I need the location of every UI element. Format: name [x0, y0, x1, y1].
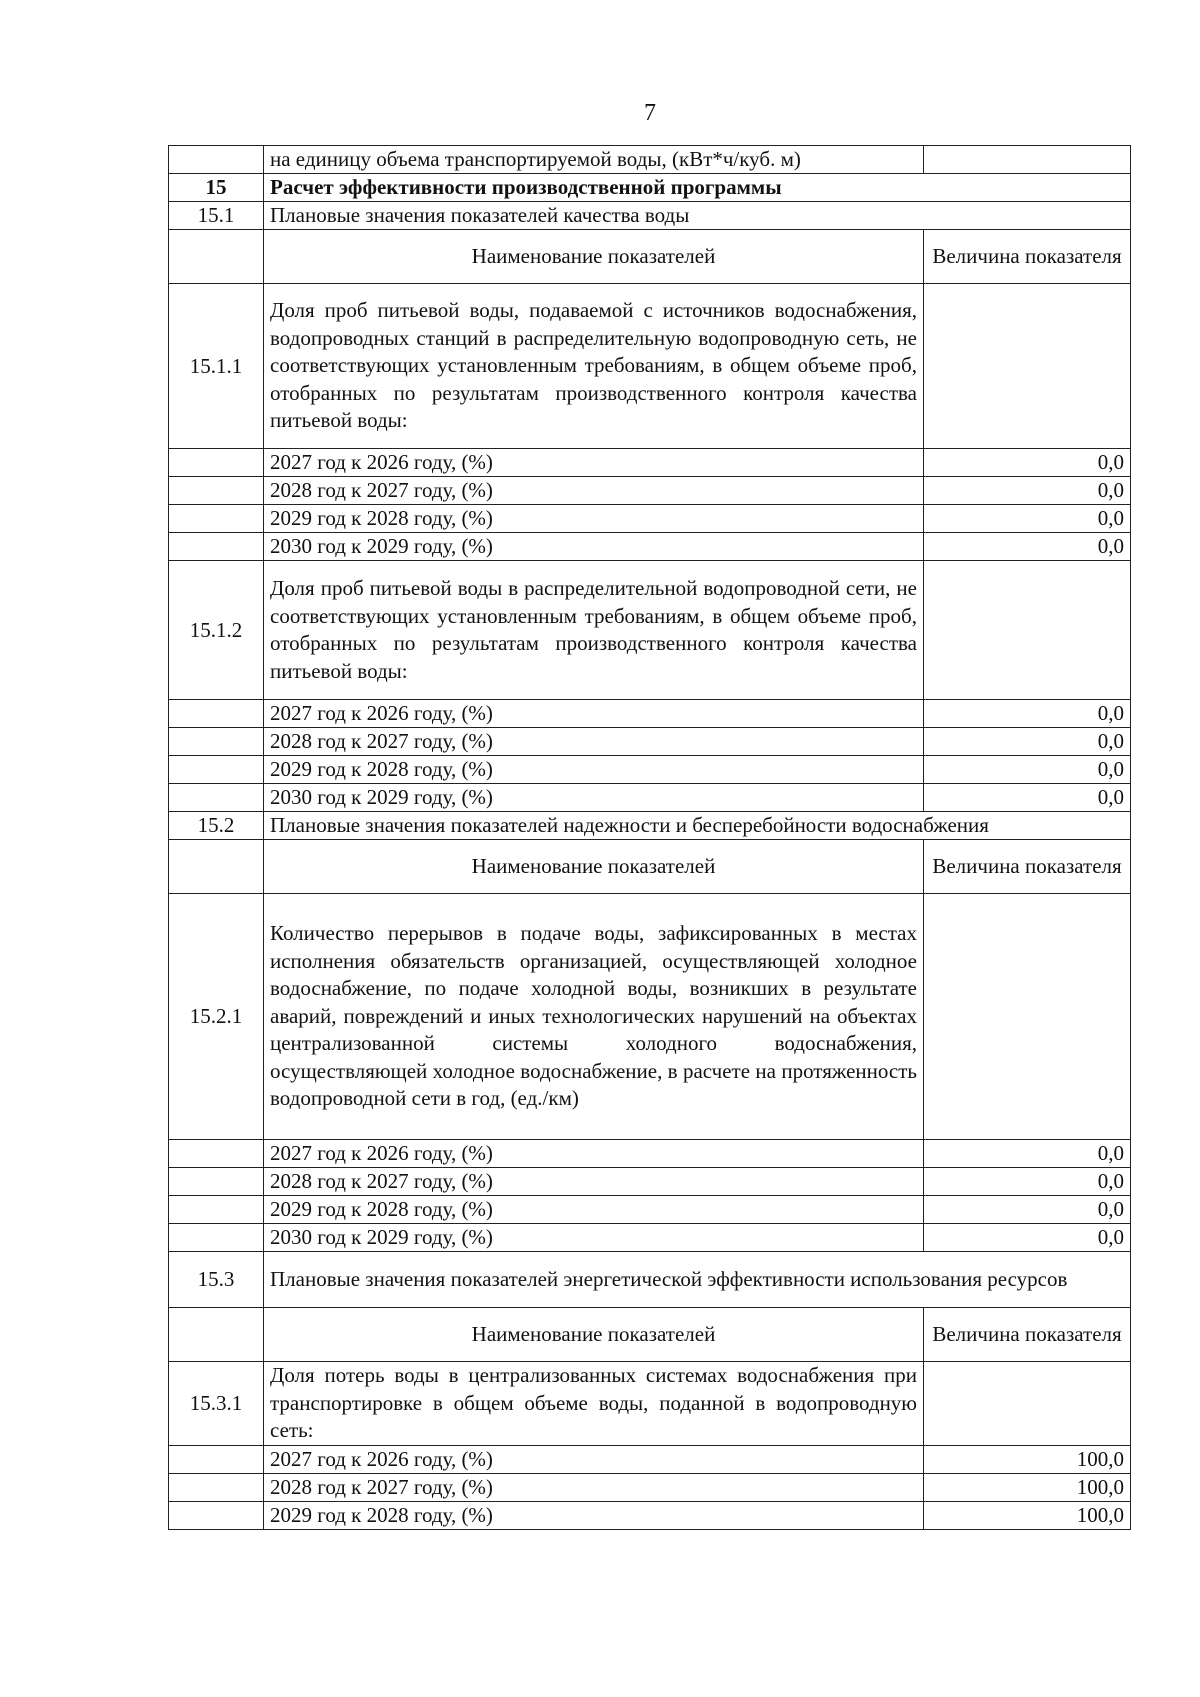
subsection-number: 15.2: [169, 812, 264, 840]
table-row: [169, 533, 1131, 561]
header-value: Величина показателя: [924, 230, 1131, 284]
row-label: 2029 год к 2028 году, (%): [264, 1502, 924, 1530]
row-label: на единицу объема транспортируемой воды, (кВт*ч/куб. м): [264, 146, 924, 174]
row-value: 0,0: [924, 700, 1131, 728]
header-value: Величина показателя: [924, 840, 1131, 894]
table-row: [169, 1168, 1131, 1196]
row-label: 2027 год к 2026 году, (%): [264, 1446, 924, 1474]
row-value: 0,0: [924, 784, 1131, 812]
page-number: 7: [644, 100, 656, 126]
indicator-number: 15.3.1: [169, 1362, 264, 1446]
header-name: Наименование показателей: [264, 230, 924, 284]
table-row: [169, 1140, 1131, 1168]
row-label: 2030 год к 2029 году, (%): [264, 784, 924, 812]
indicator-description: Доля проб питьевой воды в распределительной водопроводной сети, не соответствующих установленным требованиям, в общем объеме проб, отобранных по результатам производственного контроля качества питьевой воды:: [264, 561, 924, 700]
row-label: 2028 год к 2027 году, (%): [264, 1168, 924, 1196]
row-number-cell: [169, 1224, 264, 1252]
row-value: 0,0: [924, 1140, 1131, 1168]
indicator-number: 15.1.1: [169, 284, 264, 449]
table-row: [169, 1224, 1131, 1252]
row-number-cell: [169, 505, 264, 533]
row-label: 2027 год к 2026 году, (%): [264, 1140, 924, 1168]
section-title: Расчет эффективности производственной программы: [264, 174, 1131, 202]
row-value: 0,0: [924, 1196, 1131, 1224]
table-row: [169, 700, 1131, 728]
header-name: Наименование показателей: [264, 840, 924, 894]
indicator-value-empty: [924, 1362, 1131, 1446]
row-number-cell: [169, 1474, 264, 1502]
row-label: 2029 год к 2028 году, (%): [264, 756, 924, 784]
indicator-value-empty: [924, 561, 1131, 700]
row-value: 0,0: [924, 449, 1131, 477]
indicator-value-empty: [924, 894, 1131, 1140]
indicator-number: 15.1.2: [169, 561, 264, 700]
row-label: 2029 год к 2028 году, (%): [264, 1196, 924, 1224]
row-value: 0,0: [924, 477, 1131, 505]
row-value: 0,0: [924, 1224, 1131, 1252]
row-number-cell: [169, 146, 264, 174]
table-row: [169, 449, 1131, 477]
row-number-cell: [169, 1446, 264, 1474]
indicator-number: 15.2.1: [169, 894, 264, 1140]
indicator-description: Доля потерь воды в централизованных системах водоснабжения при транспортировке в общем объеме воды, поданной в водопроводную сеть:: [264, 1362, 924, 1446]
row-number-cell: [169, 1168, 264, 1196]
header-name: Наименование показателей: [264, 1308, 924, 1362]
indicator-row: [169, 894, 1131, 1140]
row-value: 0,0: [924, 728, 1131, 756]
table-row: [169, 477, 1131, 505]
row-label: 2028 год к 2027 году, (%): [264, 477, 924, 505]
row-number-cell: [169, 1140, 264, 1168]
header-empty-cell: [169, 230, 264, 284]
subsection-number: 15.1: [169, 202, 264, 230]
row-value: 0,0: [924, 533, 1131, 561]
section-row: [169, 174, 1131, 202]
row-value: 100,0: [924, 1446, 1131, 1474]
row-number-cell: [169, 1502, 264, 1530]
indicators-table: [168, 145, 1131, 1530]
indicator-description: Количество перерывов в подаче воды, зафиксированных в местах исполнения обязательств организацией, осуществляющей холодное водоснабжение, по подаче холодной воды, возникших в результате аварий, повреждений и иных технологических нарушений на объектах централизованной системы холодного водоснабжения, осуществляющей холодное водоснабжение, в расчете на протяженность водопроводной сети в год, (ед./км): [264, 894, 924, 1140]
table-row: [169, 1474, 1131, 1502]
subsection-row: [169, 1252, 1131, 1308]
row-number-cell: [169, 533, 264, 561]
row-value: [924, 146, 1131, 174]
row-number-cell: [169, 700, 264, 728]
row-value: 100,0: [924, 1474, 1131, 1502]
table-row: [169, 728, 1131, 756]
row-label: 2027 год к 2026 году, (%): [264, 700, 924, 728]
row-number-cell: [169, 728, 264, 756]
subsection-title: Плановые значения показателей энергетической эффективности использования ресурсов: [264, 1252, 1131, 1308]
section-number: 15: [169, 174, 264, 202]
row-label: 2030 год к 2029 году, (%): [264, 1224, 924, 1252]
header-row: [169, 1308, 1131, 1362]
subsection-number: 15.3: [169, 1252, 264, 1308]
table-row: [169, 1502, 1131, 1530]
header-row: [169, 840, 1131, 894]
header-empty-cell: [169, 840, 264, 894]
row-value: 0,0: [924, 1168, 1131, 1196]
row-number-cell: [169, 784, 264, 812]
row-label: 2028 год к 2027 году, (%): [264, 1474, 924, 1502]
table-row: [169, 1446, 1131, 1474]
row-number-cell: [169, 756, 264, 784]
indicator-row: [169, 561, 1131, 700]
row-number-cell: [169, 477, 264, 505]
indicator-row: [169, 284, 1131, 449]
indicator-description: Доля проб питьевой воды, подаваемой с источников водоснабжения, водопроводных станций в распределительную водопроводную сеть, не соответствующих установленным требованиям, в общем объеме проб, отобранных по результатам производственного контроля качества питьевой воды:: [264, 284, 924, 449]
table-row: [169, 784, 1131, 812]
table-row: [169, 756, 1131, 784]
row-label: 2029 год к 2028 году, (%): [264, 505, 924, 533]
table-row: [169, 146, 1131, 174]
table-row: [169, 505, 1131, 533]
subsection-title: Плановые значения показателей надежности и бесперебойности водоснабжения: [264, 812, 1131, 840]
row-value: 0,0: [924, 756, 1131, 784]
subsection-row: [169, 812, 1131, 840]
row-label: 2027 год к 2026 году, (%): [264, 449, 924, 477]
header-value: Величина показателя: [924, 1308, 1131, 1362]
row-value: 100,0: [924, 1502, 1131, 1530]
row-number-cell: [169, 449, 264, 477]
row-label: 2028 год к 2027 году, (%): [264, 728, 924, 756]
row-value: 0,0: [924, 505, 1131, 533]
indicator-value-empty: [924, 284, 1131, 449]
header-row: [169, 230, 1131, 284]
subsection-row: [169, 202, 1131, 230]
indicator-row: [169, 1362, 1131, 1446]
subsection-title: Плановые значения показателей качества воды: [264, 202, 1131, 230]
header-empty-cell: [169, 1308, 264, 1362]
row-number-cell: [169, 1196, 264, 1224]
table-row: [169, 1196, 1131, 1224]
row-label: 2030 год к 2029 году, (%): [264, 533, 924, 561]
